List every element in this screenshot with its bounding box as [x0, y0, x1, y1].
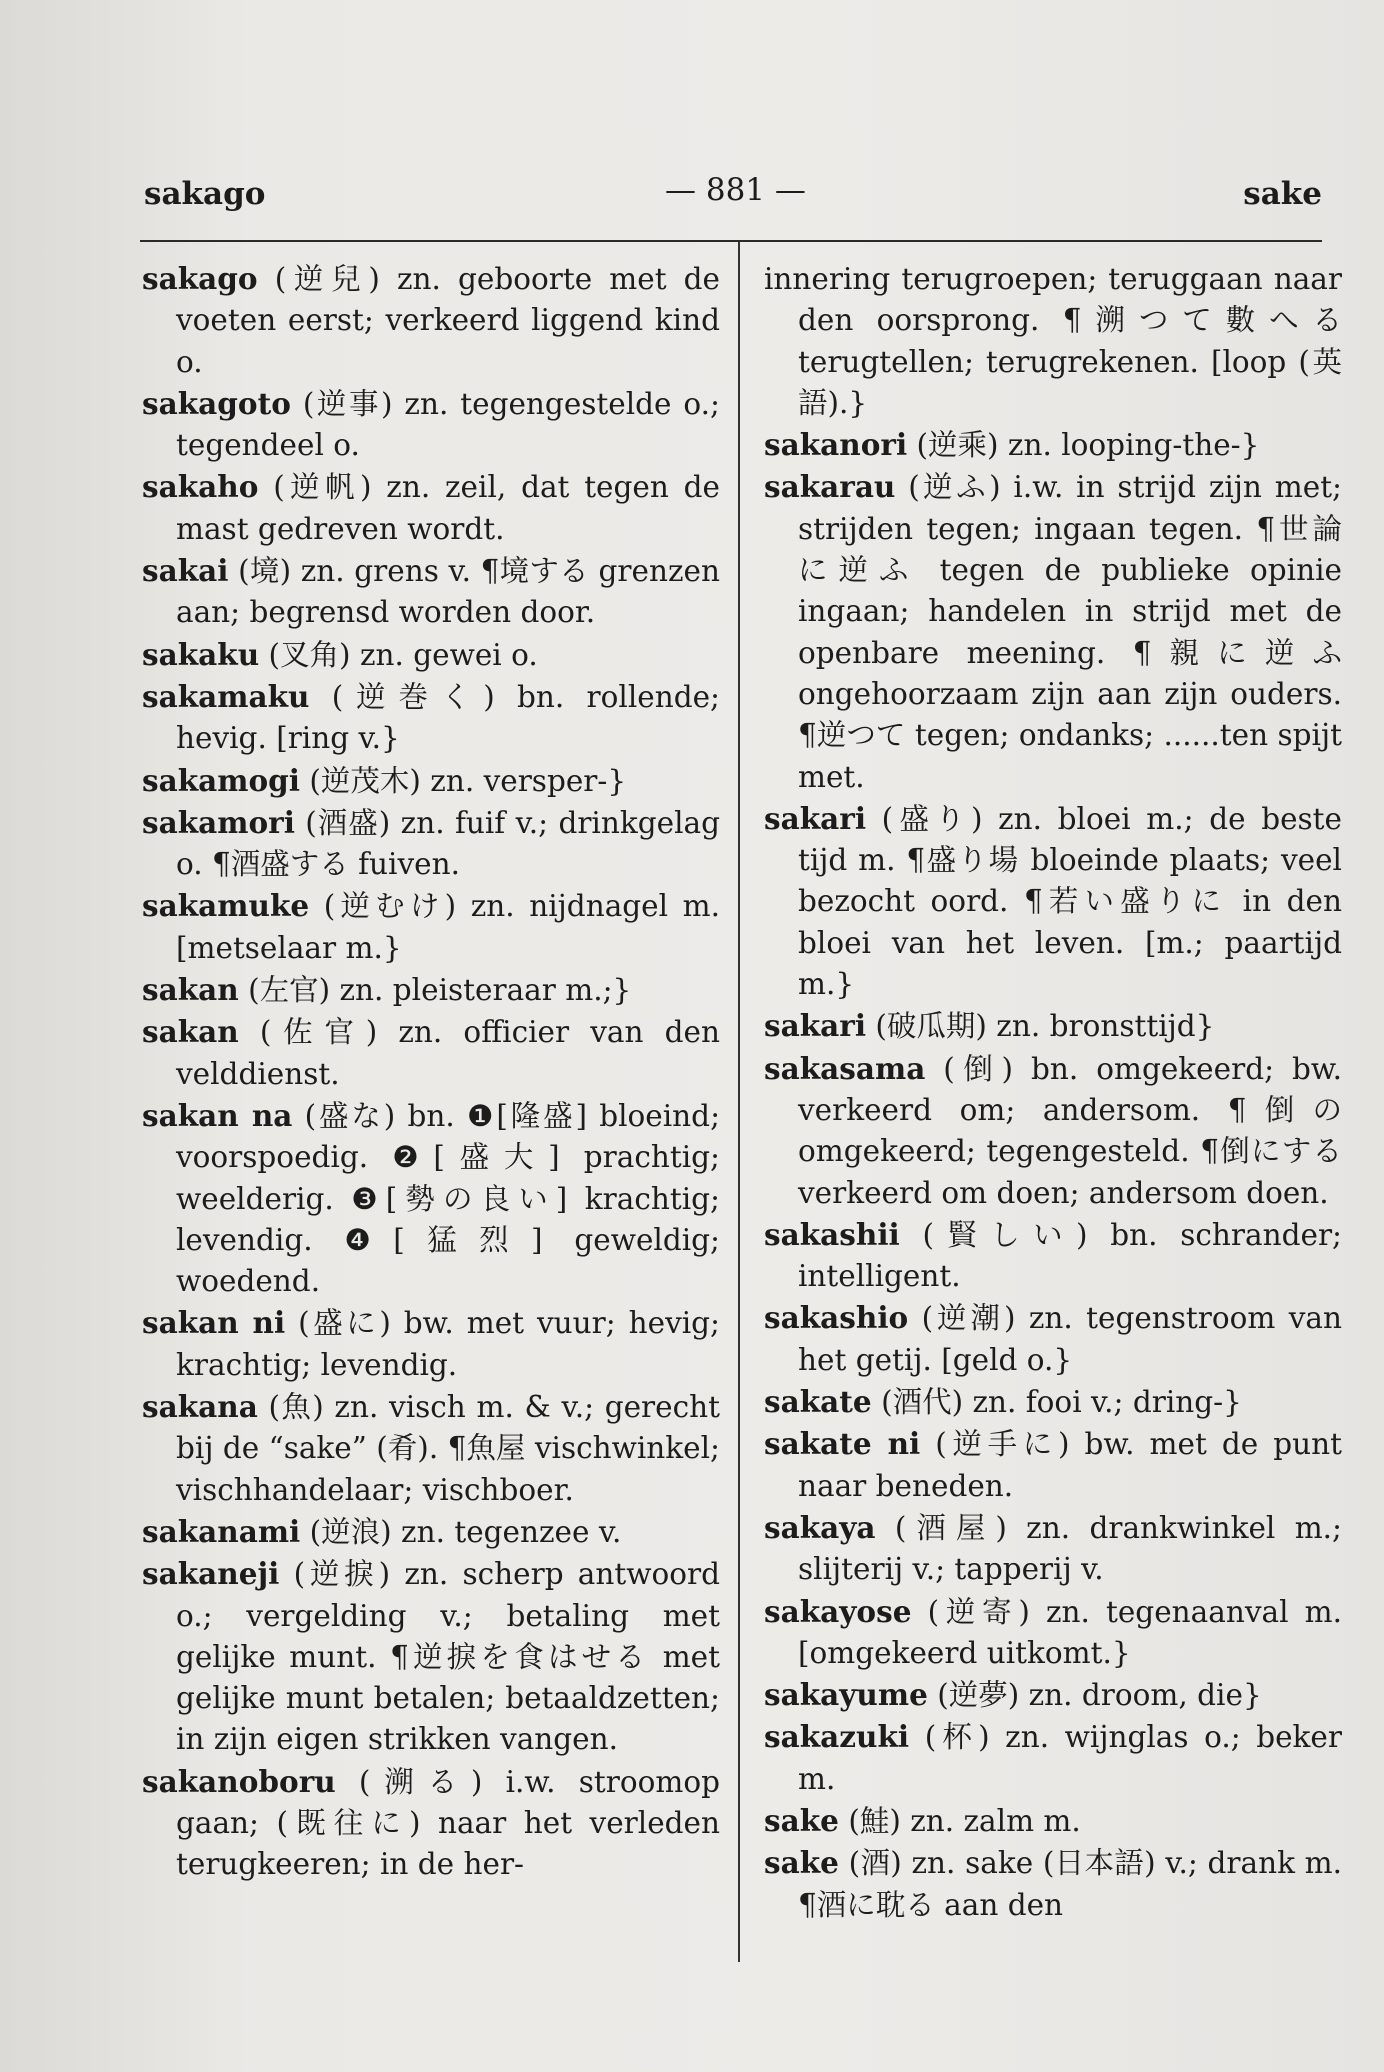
page-number: — 881 —: [665, 172, 806, 208]
entry-definition: (逆夢) zn. droom, die}: [927, 1678, 1262, 1713]
dictionary-entry: [764, 798, 1342, 1005]
entry-definition: (左官) zn. pleisteraar m.;}: [238, 973, 632, 1008]
entry-definition: (賢しい) bn. schrander; intelligent.: [798, 1217, 1342, 1294]
dictionary-entry: [142, 466, 720, 550]
entry-definition: (盛に) bw. met vuur; hevig; krachtig; levendig.: [176, 1306, 720, 1382]
dictionary-entry: [764, 1591, 1342, 1675]
dictionary-entry: [142, 802, 720, 886]
entry-definition: (酒屋) zn. drankwinkel m.; slijterij v.; tapperij v.: [798, 1510, 1342, 1587]
entry-definition: (佐官) zn. officier van den velddienst.: [176, 1015, 720, 1091]
entry-headword: sakamuke: [142, 888, 310, 924]
entry-headword: sakasama: [764, 1050, 926, 1086]
entry-headword: sakan: [142, 972, 239, 1008]
dictionary-entry: [142, 1553, 720, 1760]
entry-definition: (逆捩) zn. scherp antwoord o.; vergelding v.; betaling met gelijke munt. ¶逆捩を食はせる met gelijke munt betalen; betaaldzetten; in zijn eigen strikken vangen.: [176, 1557, 720, 1757]
dictionary-entry: [764, 1842, 1342, 1926]
entry-headword: sakanori: [764, 427, 908, 463]
entry-headword: sakaho: [142, 469, 259, 505]
entry-headword: sakago: [142, 261, 258, 296]
entry-definition: (逆乘) zn. looping-the-}: [907, 428, 1260, 463]
dictionary-entry: [142, 1095, 720, 1302]
entry-definition: (破瓜期) zn. bronsttijd}: [866, 1009, 1215, 1044]
entry-definition: (逆茂木) zn. versper-}: [300, 763, 627, 798]
entry-headword: sakaya: [764, 1509, 876, 1545]
running-head-left: sakago: [144, 176, 266, 212]
dictionary-entry: [142, 969, 720, 1011]
entry-headword: sakari: [764, 1008, 867, 1044]
entry-headword: sakaku: [142, 636, 260, 672]
entry-headword: sakan na: [142, 1097, 293, 1133]
dictionary-entry: [764, 1716, 1342, 1800]
dictionary-entry: [764, 1005, 1342, 1047]
entry-definition: (叉角) zn. gewei o.: [259, 637, 538, 672]
dictionary-entry: [142, 676, 720, 760]
dictionary-entry: [764, 1214, 1342, 1298]
entry-headword: sakagoto: [142, 385, 291, 421]
entry-headword: sakan ni: [142, 1305, 286, 1341]
entry-definition: (酒) zn. sake (日本語) v.; drank m. ¶酒に耽る aan den: [798, 1846, 1342, 1922]
entry-headword: sakashii: [764, 1216, 900, 1252]
entry-definition: (鮭) zn. zalm m.: [838, 1803, 1081, 1838]
entry-headword: sakari: [764, 800, 867, 836]
dictionary-entry: [764, 1381, 1342, 1423]
entry-headword: sakate: [764, 1384, 872, 1420]
entry-definition: (逆浪) zn. tegenzee v.: [300, 1514, 622, 1549]
dictionary-entry: [764, 1297, 1342, 1381]
dictionary-entry: [764, 1423, 1342, 1507]
dictionary-entry: [764, 466, 1342, 797]
entry-definition: (酒盛) zn. fuif v.; drinkgelag o. ¶酒盛する fuiven.: [176, 805, 720, 882]
entry-definition: (杯) zn. wijnglas o.; beker m.: [798, 1720, 1342, 1796]
dictionary-entry: [764, 1674, 1342, 1716]
entry-headword: sakaneji: [142, 1556, 280, 1592]
dictionary-entry: [764, 1507, 1342, 1591]
entry-definition: (盛り) zn. bloei m.; de beste tijd m. ¶盛り場 bloeinde plaats; veel bezocht oord. ¶若い盛りに in den bloei van het leven. [m.; paartijd m.}: [798, 801, 1342, 1002]
entry-headword: sakanoboru: [142, 1763, 336, 1799]
entry-definition: (境) zn. grens v. ¶境する grenzen aan; begrensd worden door.: [176, 554, 720, 630]
entry-headword: sake: [764, 1802, 839, 1838]
entry-headword: sake: [764, 1845, 839, 1881]
entry-headword: sakanami: [142, 1513, 301, 1549]
entry-headword: sakayose: [764, 1593, 912, 1629]
entry-definition: (倒) bn. omgekeerd; bw. verkeerd om; andersom. ¶倒の omgekeerd; tegengesteld. ¶倒にする verkeerd om doen; andersom doen.: [798, 1051, 1342, 1210]
entry-definition: (溯る) i.w. stroomop gaan; (既往に) naar het verleden terugkeeren; in de her-: [176, 1764, 720, 1882]
dictionary-entry: [764, 424, 1342, 466]
entry-headword: sakayume: [764, 1677, 928, 1713]
entry-definition: (逆手に) bw. met de punt naar beneden.: [798, 1427, 1342, 1503]
dictionary-entry: [142, 550, 720, 634]
dictionary-entry: [764, 1800, 1342, 1842]
entry-definition: (魚) zn. visch m. & v.; gerecht bij de “sake” (肴). ¶魚屋 vischwinkel; vischhandelaar; vischboer.: [176, 1390, 720, 1507]
running-head: [140, 172, 1322, 222]
dictionary-entry: [764, 258, 1342, 424]
entry-definition: (逆寄) zn. tegenaanval m. [omgekeerd uitkomt.}: [798, 1594, 1342, 1670]
entry-definition: innering terugroepen; teruggaan naar den oorsprong. ¶溯つて數へる terugtellen; terugrekenen. [loop (英語).}: [764, 262, 1342, 420]
entry-definition: (逆潮) zn. tegenstroom van het getij. [geld o.}: [798, 1301, 1342, 1377]
entry-definition: (逆帆) zn. zeil, dat tegen de mast gedreven wordt.: [176, 470, 720, 546]
entry-headword: sakazuki: [764, 1719, 910, 1755]
header-rule: [140, 240, 1322, 242]
entry-definition: (酒代) zn. fooi v.; dring-}: [871, 1385, 1242, 1420]
entry-headword: sakai: [142, 553, 229, 589]
dictionary-entry: [142, 1511, 720, 1553]
entry-definition: (逆兒) zn. geboorte met de voeten eerst; verkeerd liggend kind o.: [176, 262, 720, 379]
entry-headword: sakamogi: [142, 762, 301, 798]
dictionary-entry: [142, 634, 720, 676]
entry-headword: sakan: [142, 1014, 239, 1050]
entry-definition: (逆ふ) i.w. in strijd zijn met; strijden tegen; ingaan tegen. ¶世論に逆ふ tegen de publieke opinie ingaan; handelen in strijd met de openbare meening. ¶親に逆ふ ongehoorzaam zijn aan zijn ouders. ¶逆つて tegen; ondanks; ......ten spijt met.: [798, 470, 1342, 794]
dictionary-entry: [142, 1761, 720, 1886]
dictionary-entry: [764, 1048, 1342, 1214]
entry-headword: sakashio: [764, 1300, 909, 1336]
dictionary-entry: [142, 1386, 720, 1511]
running-head-right: sake: [1243, 176, 1322, 212]
entry-definition: (逆巻く) bn. rollende; hevig. [ring v.}: [176, 679, 720, 756]
dictionary-entry: [142, 1302, 720, 1386]
entry-headword: sakana: [142, 1389, 258, 1425]
entry-headword: sakate ni: [764, 1426, 921, 1462]
entry-headword: sakamori: [142, 804, 295, 840]
column-divider: [738, 242, 740, 1962]
dictionary-entry: [142, 760, 720, 802]
entry-definition: (盛な) bn. ❶[隆盛] bloeind; voorspoedig. ❷[盛大] prachtig; weelderig. ❸[勢の良い] krachtig; levendig. ❹[猛烈] geweldig; woedend.: [176, 1098, 721, 1299]
left-column: [142, 258, 720, 1886]
entry-headword: sakarau: [764, 469, 896, 505]
dictionary-entry: [142, 885, 720, 969]
dictionary-entry: [142, 1011, 720, 1095]
dictionary-entry: [142, 383, 720, 467]
dictionary-entry: [142, 258, 720, 383]
entry-definition: (逆事) zn. tegengestelde o.; tegendeel o.: [176, 386, 720, 463]
entry-definition: (逆むけ) zn. nijdnagel m. [metselaar m.}: [176, 889, 720, 965]
right-column: [764, 258, 1342, 1926]
entry-headword: sakamaku: [142, 678, 310, 714]
